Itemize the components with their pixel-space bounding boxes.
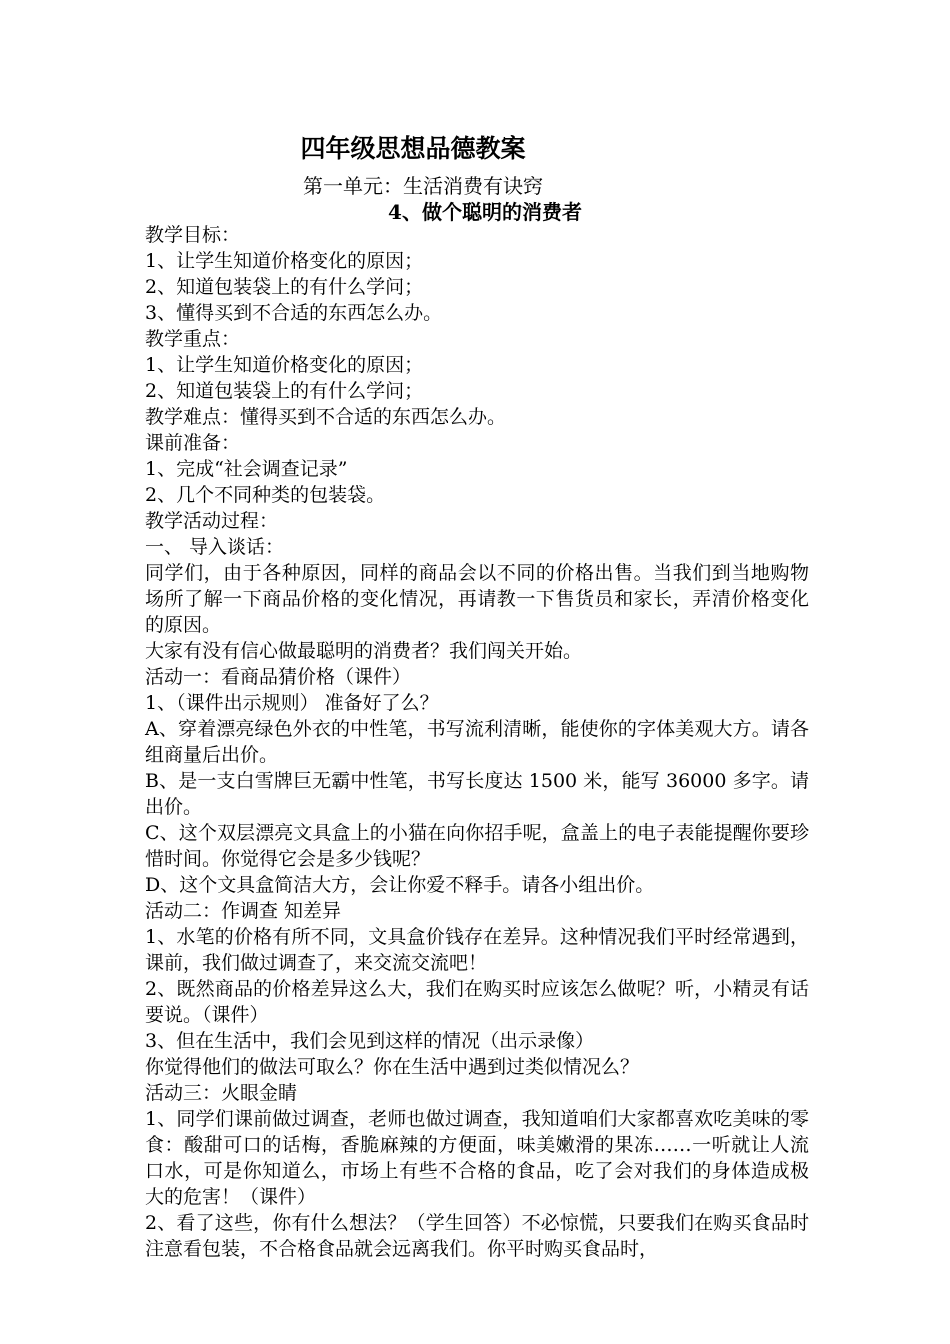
paragraph: 1、同学们课前做过调查，老师也做过调查，我知道咱们大家都喜欢吃美味的零食：酸甜可口的话梅，香脆麻辣的方便面，味美嫩滑的果冻……一听就让人流口水，可是你知道么，市场上有些不合格的食品，吃了会对我们的身体造成极大的危害！（课件）: [145, 1108, 809, 1208]
paragraph: 你觉得他们的做法可取么？你在生活中遇到过类似情况么？: [145, 1056, 640, 1078]
paragraph: 1、完成“社会调查记录”: [145, 458, 348, 480]
paragraph: 1、让学生知道价格变化的原因；: [145, 250, 424, 272]
paragraph: 教学重点：: [145, 328, 241, 350]
paragraph: 教学活动过程：: [145, 510, 279, 532]
paragraph: 2、知道包装袋上的有什么学问；: [145, 380, 424, 402]
paragraph: C、这个双层漂亮文具盒上的小猫在向你招手呢，盒盖上的电子表能提醒你要珍惜时间。你觉得它会是多少钱呢？: [145, 822, 809, 870]
paragraph: 2、既然商品的价格差异这么大，我们在购买时应该怎么做呢？听，小精灵有话要说。（课件）: [145, 978, 809, 1026]
paragraph: 教学难点：懂得买到不合适的东西怎么办。: [145, 406, 507, 428]
paragraph: 2、几个不同种类的包装袋。: [145, 484, 386, 506]
document-body: [145, 222, 809, 1262]
paragraph: 1、让学生知道价格变化的原因；: [145, 354, 424, 376]
paragraph: 1、（课件出示规则） 准备好了么？: [145, 692, 439, 714]
paragraph: 大家有没有信心做最聪明的消费者？我们闯关开始。: [145, 640, 583, 662]
paragraph: 3、但在生活中，我们会见到这样的情况（出示录像）: [145, 1030, 595, 1052]
paragraph: 活动三：火眼金睛: [145, 1082, 298, 1104]
paragraph: A、穿着漂亮绿色外衣的中性笔，书写流利清晰，能使你的字体美观大方。请各组商量后出价。: [145, 718, 809, 766]
lesson-title: 4、做个聪明的消费者: [388, 200, 582, 224]
paragraph: 活动二：作调查 知差异: [145, 900, 342, 922]
paragraph: 课前准备：: [145, 432, 241, 454]
paragraph: 2、看了这些，你有什么想法？（学生回答）不必惊慌，只要我们在购买食品时注意看包装，不合格食品就会远离我们。你平时购买食品时，: [145, 1212, 809, 1260]
paragraph: 2、知道包装袋上的有什么学问；: [145, 276, 424, 298]
paragraph: B、是一支白雪牌巨无霸中性笔，书写长度达 1500 米，能写 36000 多字。请出价。: [145, 770, 809, 818]
paragraph: 活动一：看商品猜价格（课件）: [145, 666, 412, 688]
paragraph: D、这个文具盒简洁大方，会让你爱不释手。请各小组出价。: [145, 874, 655, 896]
unit-title: 第一单元：生活消费有诀窍: [303, 174, 543, 198]
paragraph: 3、懂得买到不合适的东西怎么办。: [145, 302, 443, 324]
document-title: 四年级思想品德教案: [300, 134, 526, 163]
paragraph: 1、水笔的价格有所不同，文具盒价钱存在差异。这种情况我们平时经常遇到，课前，我们做过调查了，来交流交流吧！: [145, 926, 809, 974]
paragraph: 同学们，由于各种原因，同样的商品会以不同的价格出售。当我们到当地购物场所了解一下商品价格的变化情况，再请教一下售货员和家长，弄清价格变化的原因。: [145, 562, 809, 636]
paragraph: 教学目标：: [145, 224, 241, 246]
paragraph: 一、 导入谈话：: [145, 536, 285, 558]
